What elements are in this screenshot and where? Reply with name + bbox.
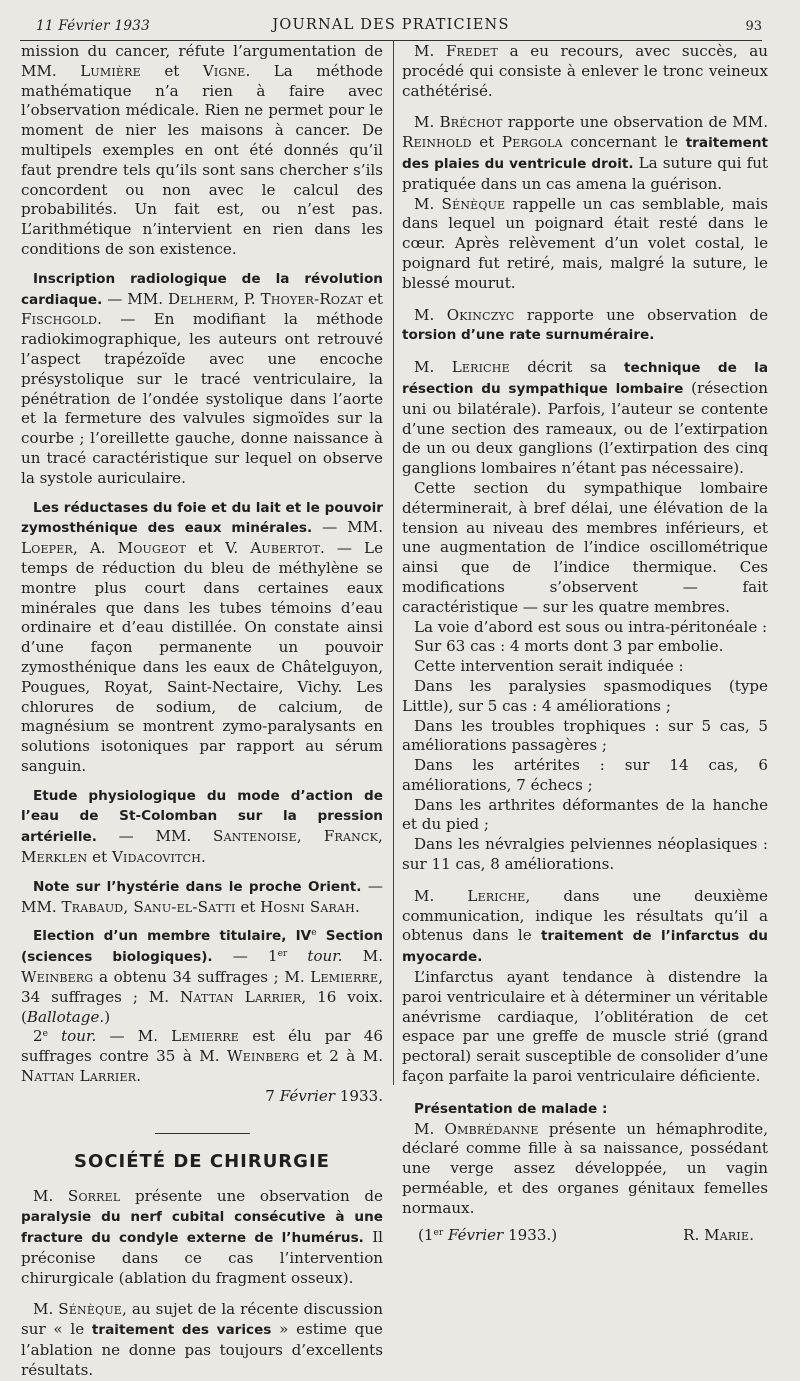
paragraph-seneque-poignard: M. Sénèque rappelle un cas semblable, mais dans lequel un poignard était resté dans le cœur. Après relèvement d’un volet costal, le poignard fut retiré, mais, malgré la suture, le blessé mourut. — [402, 194, 768, 292]
header-date: 11 Février 1933 — [36, 18, 151, 34]
paragraph-reductases: Les réductases du foie et du lait et le pouvoir zymosthénique des eaux minérales. — MM. Loeper, A. Mougeot et V. Aubertot. — Le temps de réduction du bleu de méthylène se montre plus court dans certaines eaux minérales que dans les tubes témoins d’eau ordinaire et d’eau distillée. On constate ainsi d’une façon permanente un pouvoir zymosthénique dans les eaux de Châtelguyon, Pougues, Royat, Saint-Nectaire, Vichy. Les chlorures de sodium, de calcium, de magnésium se montrent zymo-paralysants en solutions isotoniques par rapport au sérum sanguin. — [21, 499, 383, 775]
report-date: (1er Février 1933.) — [418, 1225, 558, 1244]
paragraph-fredet: M. Fredet a eu recours, avec succès, au procédé qui consiste à enlever le tronc veineux cathétérisé. — [402, 42, 768, 100]
paragraph-section-sympathique: Cette section du sympathique lombaire déterminerait, à bref délai, une élévation de la tension au niveau des membres inférieurs, et une augmentation de l’indice oscillométrique ainsi que de l’indice thermique. Ces modifications s’observent — fait caractéristique — sur les quatre membres. — [402, 478, 768, 616]
list-item-paralysies: Dans les paralysies spasmodiques (type Little), sur 5 cas : 4 améliorations ; — [402, 676, 768, 715]
section-heading-chirurgie: SOCIÉTÉ DE CHIRURGIE — [74, 1150, 330, 1172]
paragraph-seneque-varices: M. Sénèque, au sujet de la récente discussion sur « le traitement des varices » estime que l’ablation ne donne pas toujours d’excellents résultats. — [21, 1300, 383, 1379]
paragraph-infarctus: L’infarctus ayant tendance à distendre la paroi ventriculaire et à déterminer un véritable anévrisme cardiaque, l’oblitération de cet espace par une greffe de muscle strié (grand pectoral) serait susceptible de consolider d’une façon parfaite la paroi ventriculaire déficiente. — [402, 968, 768, 1086]
paragraph-indications: Cette intervention serait indiquée : — [414, 657, 684, 676]
page-number: 93 — [745, 19, 762, 34]
paragraph-leriche-sympathique: M. Leriche décrit sa technique de la résection du sympathique lombaire (résection uni ou bilatérale). Parfois, l’auteur se contente d’une section des rameaux, ou de l’extirpation de un ou deux ganglions (l’extirpation des cinq ganglions lombaires n’étant pas nécessaire). — [402, 358, 768, 478]
list-item-troubles-trophiques: Dans les troubles trophiques : sur 5 cas, 5 améliorations passagères ; — [402, 716, 768, 755]
right-column — [402, 42, 768, 1245]
report-author: R. Marie. — [683, 1225, 754, 1244]
paragraph-leriche-infarctus: M. Leriche, dans une deuxième communication, indique les résultats qu’il a obtenus dans le traitement de l’infarctus du myocarde. — [402, 886, 768, 966]
paragraph-sorrel: M. Sorrel présente une observation de paralysie du nerf cubital consécutive à une fracture du condyle externe de l’humérus. Il préconise dans ce cas l’intervention chirurgicale (ablation du fragment osseux). — [21, 1187, 383, 1287]
paragraph-election: Election d’un membre titulaire, IVe Section (sciences biologiques). — 1er tour. M. Weinberg a obtenu 34 suffrages ; M. Lemierre, 34 suffrages ; M. Nattan Larrier, 16 voix. (Ballotage.) — [21, 928, 384, 1026]
journal-title: JOURNAL DES PRATICIENS — [272, 17, 510, 33]
paragraph-second-tour: 2e tour. — M. Lemierre est élu par 46 suffrages contre 35 à M. Weinberg et 2 à M. Nattan Larrier. — [21, 1027, 384, 1086]
left-column — [21, 42, 383, 1381]
paragraph-hysterie: Note sur l’hystérie dans le proche Orient. — MM. Trabaud, Sanu-el-Satti et Hosni Sarah. — [21, 876, 383, 916]
section-rule — [155, 1133, 250, 1134]
paragraph-st-colomban: Etude physiologique du mode d’action de l’eau de St-Colomban sur la pression artérielle. — MM. Santenoise, Franck, Merklen et Vidacovitch. — [21, 787, 383, 867]
report-signature — [402, 1226, 768, 1246]
paragraph-radiologique: Inscription radiologique de la révolution cardiaque. — MM. Delherm, P. Thoyer-Rozat et Fischgold. — En modifiant la méthode radiokimographique, les auteurs ont retrouvé l’aspect trapézoïde avec une encoche présystolique sur le tracé ventriculaire, la pénétration de l’ondée systolique dans l’aorte et la fermeture des valvules sigmoïdes sur la courbe ; l’oreillette gauche, donne naissance à un tracé caractéristique sur lequel on observe la systole auriculaire. — [21, 270, 383, 487]
date-signature: 7 Février 1933. — [265, 1086, 383, 1105]
paragraph-okinczyc: M. Okinczyc rapporte une observation de torsion d’une rate surnuméraire. — [402, 305, 768, 344]
list-item-nevralgies: Dans les névralgies pelviennes néoplasiques : sur 11 cas, 8 améliorations. — [402, 835, 768, 874]
paragraph-brechot: M. Bréchot rapporte une observation de MM. Reinhold et Pergola concernant le traitement des plaies du ventricule droit. La suture qui fut pratiquée dans un cas amena la guérison. — [402, 113, 769, 193]
list-item-arterites: Dans les artérites : sur 14 cas, 6 améliorations, 7 échecs ; — [402, 756, 768, 794]
paragraph-voie-abord: La voie d’abord est sous ou intra-péritonéale : — [414, 617, 768, 636]
paragraph-cancer-end: mission du cancer, réfute l’argumentation de MM. Lumière et Vigne. La méthode mathématique n’a rien à faire avec l’observation médicale. Rien ne permet pour le moment de nier les maisons à cancer. De multipels exemples en ont été donnés qu’il faut prendre tels qu’ils sont sans chercher s’ils concordent ou non avec le calcul des probabilités. Un fait est, ou n’est pas. L’arithmétique n’intervient en rien dans les conditions de son existence. — [21, 42, 383, 258]
running-header — [20, 12, 762, 41]
list-item-arthrites: Dans les arthrites déformantes de la hanche et du pied ; — [402, 795, 768, 834]
column-divider — [393, 40, 394, 1085]
paragraph-mortalite: Sur 63 cas : 4 morts dont 3 par embolie. — [414, 637, 724, 656]
paragraph-ombredanne: M. Ombrédanne présente un hémaphrodite, déclaré comme fille à sa naissance, possédant une verge assez développée, un vagin perméable, et des organes génitaux femelles normaux. — [402, 1119, 768, 1217]
subheading-presentation: Présentation de malade : — [414, 1100, 608, 1117]
